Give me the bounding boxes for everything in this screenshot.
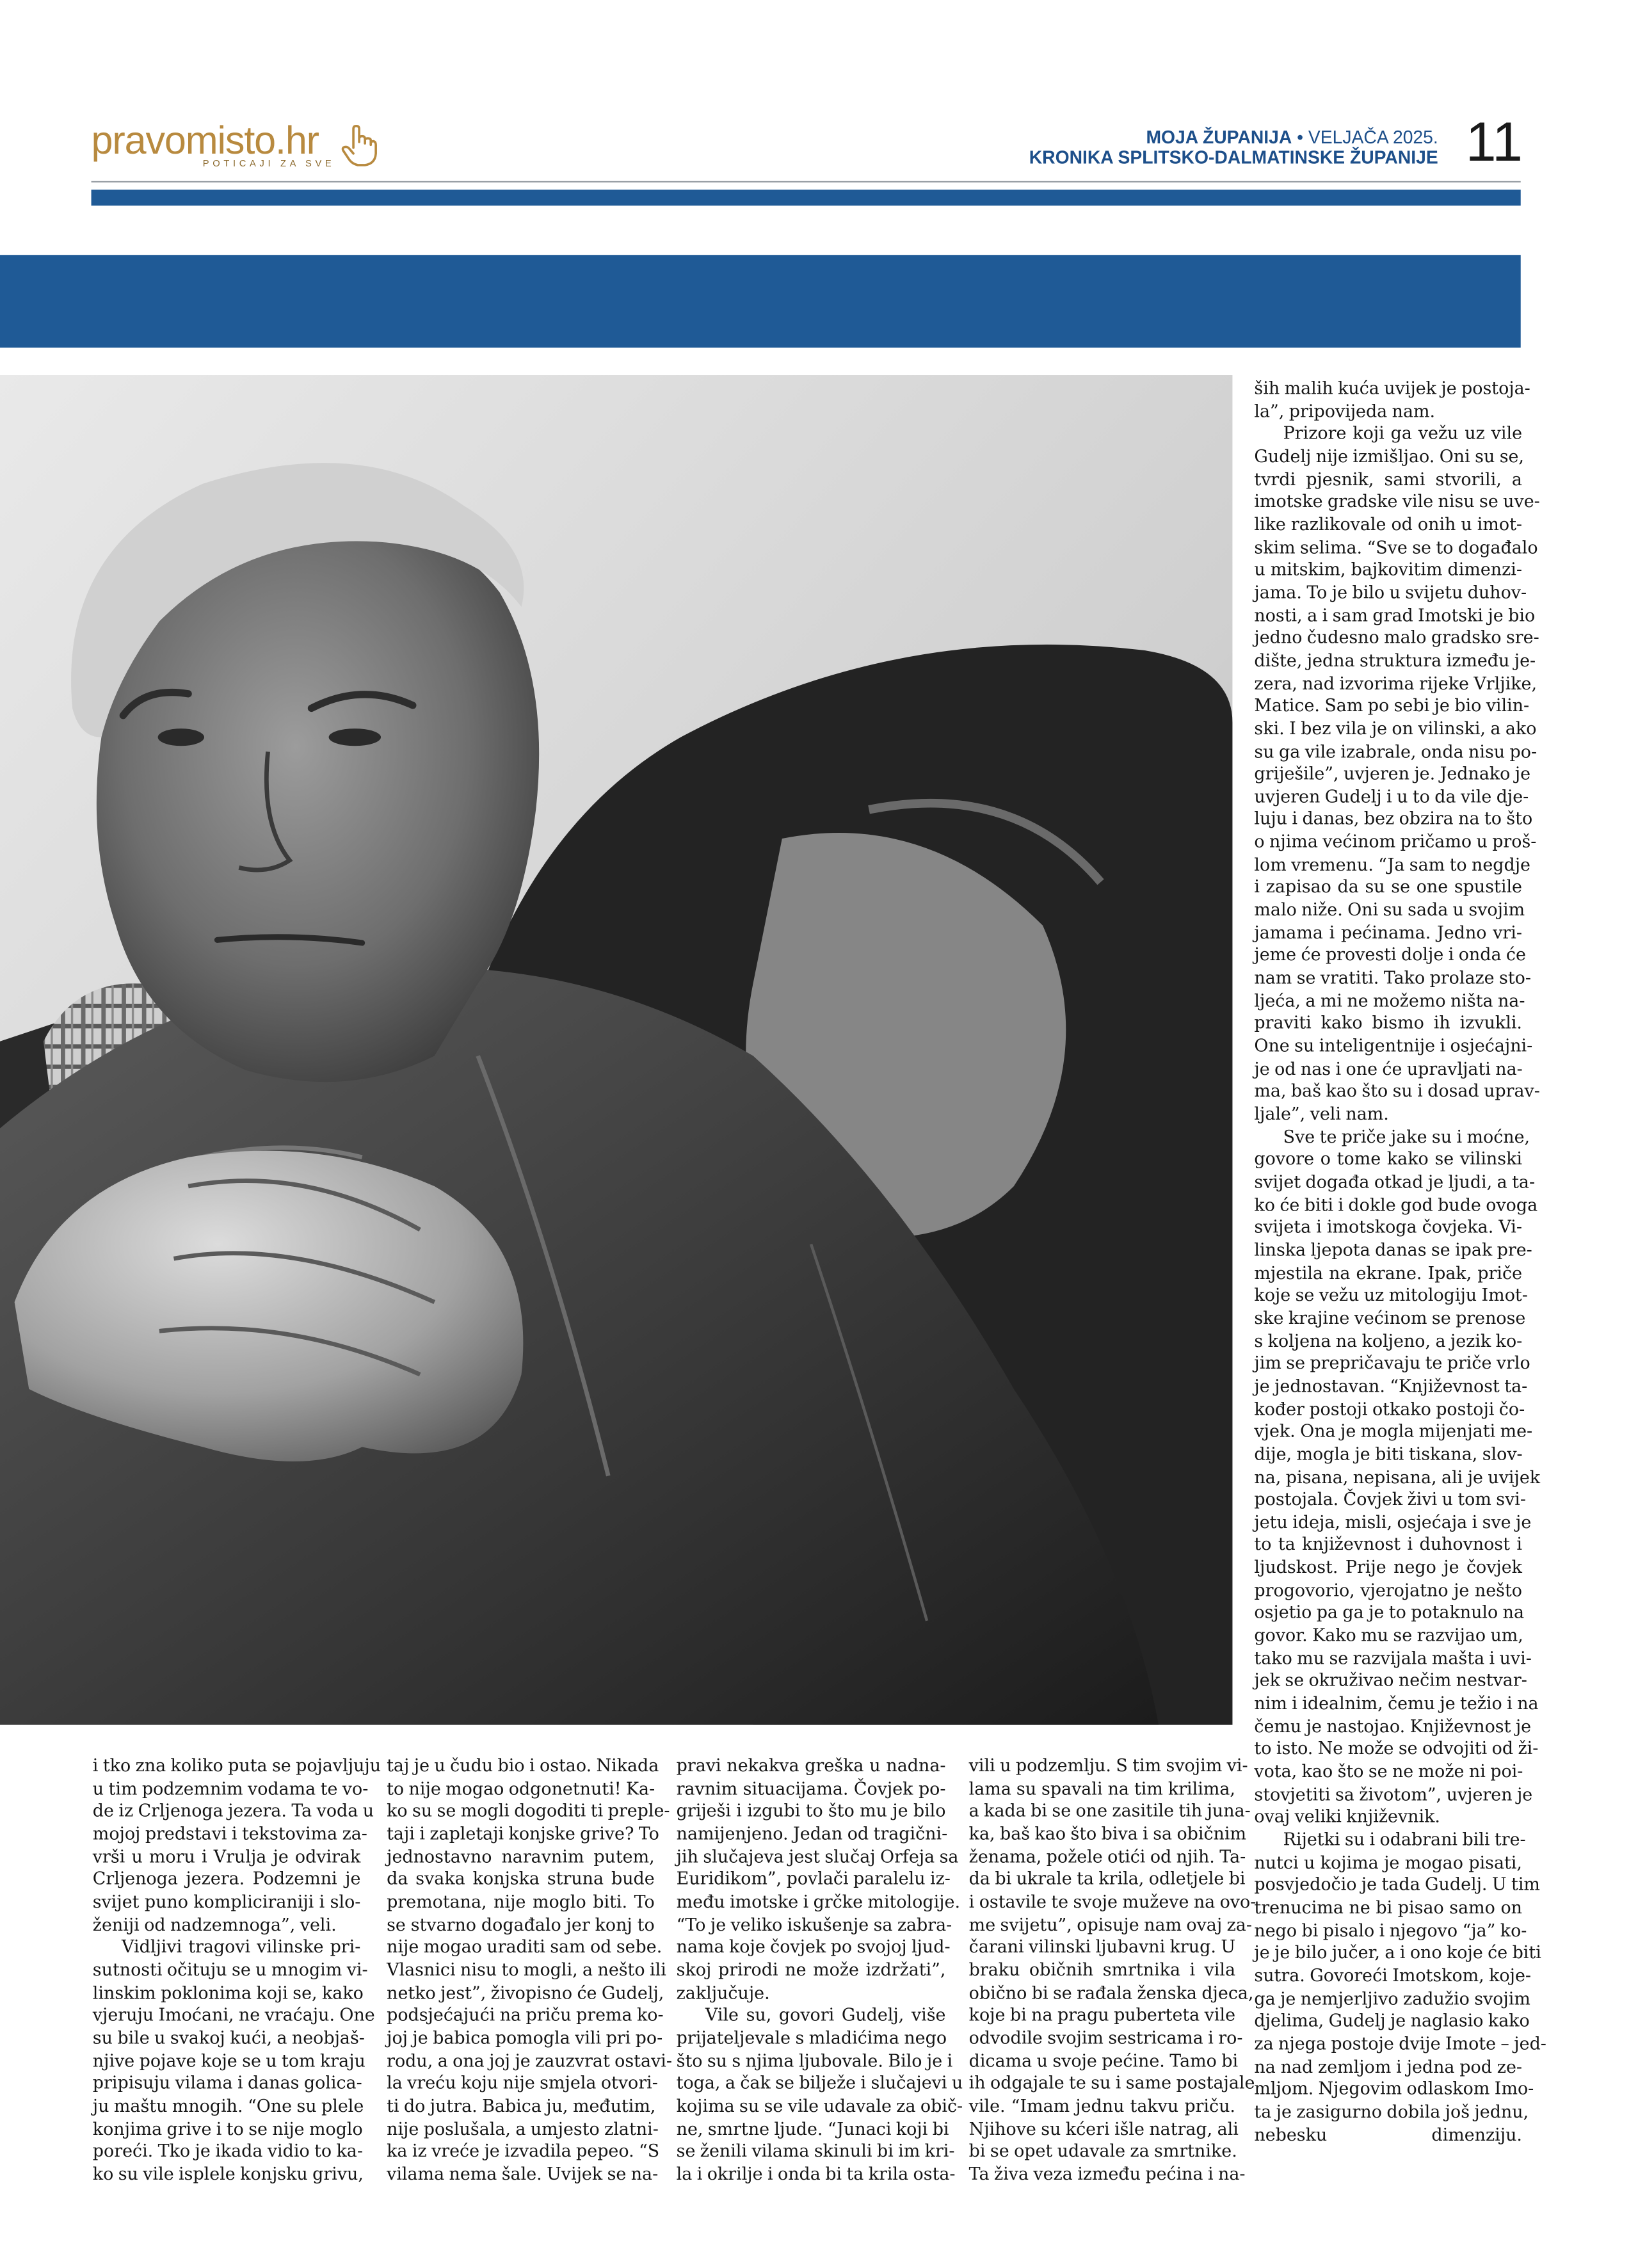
article-line: dište, jedna struktura između je- bbox=[1254, 650, 1536, 671]
article-line: jih slučajeva jest slučaj Orfeja sa bbox=[676, 1846, 959, 1867]
article-line: kojima su se vile udavale za obič- bbox=[676, 2095, 963, 2116]
article-line: je jednostavan. “Književnost ta- bbox=[1254, 1376, 1528, 1396]
article-line: mojoj predstavi i tekstovima za- bbox=[92, 1823, 367, 1844]
page-number: 11 bbox=[1465, 113, 1523, 174]
article-line: mljom. Njegovim odlaskom Imo- bbox=[1254, 2079, 1534, 2100]
article-line: tako mu se razvijala mašta i uvi- bbox=[1254, 1648, 1532, 1668]
article-line: njive pojave koje se u tom kraju bbox=[92, 2050, 365, 2071]
article-line: jednostavno naravnim putem, bbox=[387, 1846, 655, 1867]
site-logo[interactable]: pravomisto.hr bbox=[91, 118, 319, 163]
article-line: linskim poklonima koji se, kako bbox=[92, 1982, 364, 2003]
article-line: poreći. Tko je ikada vidio to ka- bbox=[92, 2141, 363, 2162]
article-line: zera, nad izvorima rijeke Vrljike, bbox=[1254, 673, 1538, 693]
article-line: ženama, poželе otići od njih. Ta- bbox=[968, 1846, 1246, 1867]
article-line: i ostavile te svoje muževe na ovo- bbox=[968, 1891, 1257, 1912]
article-line: tvrdi pjesnik, sami stvorili, a bbox=[1254, 469, 1522, 489]
article-line: progovorio, vjerojatno je nešto bbox=[1254, 1580, 1522, 1600]
article-column-5 bbox=[1254, 378, 1546, 2147]
article-line: luju i danas, bez obzira na to što bbox=[1254, 808, 1533, 830]
article-line: Prizore koji ga vežu uz vile bbox=[1283, 423, 1522, 444]
article-line: s koljena na koljeno, a jezik ko- bbox=[1254, 1330, 1523, 1351]
article-line: nije mogao uraditi sam od sebe. bbox=[387, 1936, 662, 1958]
article-column-2 bbox=[387, 1755, 672, 2186]
article-line: među imotske i grčke mitologije. bbox=[676, 1891, 961, 1912]
article-line: taji i zapletaji konjske grive? To bbox=[387, 1823, 659, 1844]
article-line: la”, pripovijeda nam. bbox=[1254, 400, 1436, 421]
article-line: ih odgajale te su i same postajale bbox=[968, 2073, 1255, 2093]
article-line: vili u podzemlju. S tim svojim vi- bbox=[968, 1755, 1248, 1776]
article-line: “To je veliko iskušenje sa zabra- bbox=[676, 1914, 952, 1934]
issue-info bbox=[1029, 127, 1438, 168]
article-line: osjetio pa ga je to potaknulo na bbox=[1254, 1602, 1525, 1623]
section-label: MOJA ŽUPANIJA bbox=[1146, 127, 1292, 148]
article-line: jetu ideja, misli, osjećaja i sve je bbox=[1254, 1511, 1532, 1532]
article-line: jama. To je bilo u svijetu duhov- bbox=[1254, 582, 1527, 603]
article-line: sutnosti očituju se u mnogim vi- bbox=[92, 1959, 368, 1980]
article-line: namijenjeno. Jedan od tragični- bbox=[676, 1823, 948, 1844]
article-line: nosti, a i sam grad Imotski je bio bbox=[1254, 604, 1536, 625]
article-line: i tko zna koliko puta se pojavljuju bbox=[92, 1755, 381, 1776]
article-line: Matice. Sam po sebi je bio vilin- bbox=[1254, 695, 1530, 716]
article-line: nama koje čovjek po svojoj ljud- bbox=[676, 1936, 951, 1958]
article-line: ga je nemjerljivo zadužio svojim bbox=[1254, 1988, 1530, 2009]
article-line: da svaka konjska struna bude bbox=[387, 1869, 655, 1890]
article-line: joj je babica pomogla vili pri po- bbox=[387, 2027, 663, 2048]
article-line: rodu, a ona joj je zauzvrat ostavi- bbox=[387, 2050, 672, 2071]
article-line: o njima većinom pričamo u proš- bbox=[1254, 832, 1537, 852]
article-line: ko su vile isplele konjsku grivu, bbox=[92, 2163, 364, 2184]
article-line: vile. “Imam jednu takvu priču. bbox=[968, 2095, 1235, 2116]
article-line: bi se opet udavale za smrtnike. bbox=[968, 2141, 1237, 2162]
header-blue-bar bbox=[92, 189, 1521, 205]
article-line: je je bilo jučer, a i ono koje će biti bbox=[1254, 1942, 1541, 1963]
article-column-1 bbox=[92, 1755, 381, 2186]
article-line: to nije mogao odgonetnuti! Ka- bbox=[387, 1778, 655, 1799]
article-line: ti do jutra. Babica ju, međutim, bbox=[387, 2095, 656, 2116]
article-line: ma, baš kao što su i dosad uprav- bbox=[1254, 1081, 1540, 1102]
article-line: ših malih kuća uvijek je postoja- bbox=[1254, 378, 1530, 399]
article-line: su bile u svakoj kući, a neobjaš- bbox=[92, 2027, 365, 2048]
article-line: ovaj veliki književnik. bbox=[1254, 1806, 1440, 1827]
article-line: braku običnih smrtnika i vila bbox=[968, 1959, 1235, 1980]
article-line: Gudelj nije izmišljao. Oni su se, bbox=[1254, 446, 1524, 467]
article-line: stovjetiti sa životom”, uvjeren je bbox=[1254, 1783, 1533, 1805]
section-subtitle: KRONIKA SPLITSKO-DALMATINSKE ŽUPANIJE bbox=[1029, 147, 1438, 168]
article-line: jeme će provesti dolje i onda će bbox=[1254, 945, 1526, 965]
article-line: Ta živa veza između pećina i na- bbox=[968, 2163, 1246, 2184]
article-line: ka, baš kao što biva i sa običnim bbox=[968, 1823, 1247, 1844]
article-line: ski. I bez vila je on vilinski, a ako bbox=[1254, 718, 1537, 739]
article-line: uvjeren Gudelj i u to da vile dje- bbox=[1254, 786, 1529, 807]
article-column-4 bbox=[968, 1755, 1257, 2186]
article-line: pravi nekakva greška u nadna- bbox=[676, 1755, 946, 1776]
article-line: u tim podzemnim vodama te vo- bbox=[92, 1778, 369, 1799]
article-line: na nad zemljom i jedna pod ze- bbox=[1254, 2055, 1522, 2077]
article-line: lom vremenu. “Ja sam to negdje bbox=[1254, 854, 1531, 875]
article-line: dije, mogla je biti tiskana, slov- bbox=[1254, 1444, 1523, 1465]
article-line: Vlasnici nisu to mogli, a nešto ili bbox=[387, 1959, 666, 1980]
article-line: da bi ukrale ta krila, odletjele bi bbox=[968, 1869, 1246, 1890]
article-line: obično bi se rađala ženska djeca, bbox=[968, 1982, 1254, 2003]
article-line: svijeta i imotskoga čovjeka. Vi- bbox=[1254, 1217, 1522, 1237]
article-line: jamama i pećinama. Jedno vri- bbox=[1254, 922, 1522, 943]
article-line: Sve te priče jake su i moćne, bbox=[1283, 1126, 1530, 1147]
article-line: jek se okruživao nečim nestvar- bbox=[1254, 1670, 1527, 1691]
article-line: Njihove su kćeri išle natrag, ali bbox=[968, 2118, 1239, 2139]
article-line: u mitskim, bajkovitim dimenzi- bbox=[1254, 559, 1522, 580]
header-rule bbox=[92, 181, 1521, 182]
article-line: toga, a čak se bilježe i slučajevi u bbox=[676, 2073, 963, 2093]
article-line: odvodile svojim sestricama i ro- bbox=[968, 2027, 1243, 2048]
article-line: imotske gradske vile nisu se uve- bbox=[1254, 491, 1540, 512]
article-line: lama su spavali na tim krilima, bbox=[968, 1778, 1235, 1799]
article-line: prijateljevale s mladićima nego bbox=[676, 2027, 947, 2048]
article-line: linska ljepota danas se ipak pre- bbox=[1254, 1239, 1532, 1260]
article-line: Euridikom”, povlači paralelu iz- bbox=[676, 1869, 951, 1890]
article-line: Rijetki su i odabrani bili tre- bbox=[1283, 1829, 1526, 1850]
article-line: ne, smrtne ljude. “Junaci koji bi bbox=[676, 2118, 949, 2139]
article-line: to ta književnost i duhovnost i bbox=[1254, 1534, 1522, 1555]
article-line: taj je u čudu bio i ostao. Nikada bbox=[387, 1755, 659, 1776]
article-line: praviti kako bismo ih izvukli. bbox=[1254, 1013, 1522, 1034]
article-line: sutra. Govoreći Imotskom, koje- bbox=[1254, 1965, 1531, 1986]
article-line: ženiji od nadzemnoga”, veli. bbox=[92, 1914, 337, 1934]
article-line: to isto. Ne može se odvojiti od ži- bbox=[1254, 1738, 1539, 1759]
article-line: govore o tome kako se vilinski bbox=[1254, 1148, 1522, 1170]
article-line: nego bi pisalo i njegovo “ja” ko- bbox=[1254, 1920, 1527, 1941]
issue-date: • VELJAČA 2025. bbox=[1292, 127, 1438, 148]
article-line: ljale”, veli nam. bbox=[1254, 1104, 1389, 1124]
article-line: vjek. Ona je mogla mijenjati me- bbox=[1254, 1421, 1533, 1442]
article-line: mjestila na ekrane. Ipak, priče bbox=[1254, 1262, 1522, 1283]
article-line: skim selima. “Sve se to događalo bbox=[1254, 536, 1538, 558]
article-line: dicama u svoje pećine. Tamo bi bbox=[968, 2050, 1239, 2071]
article-line: se stvarno događalo jer konj to bbox=[387, 1914, 655, 1934]
article-line: što su s njima ljubovale. Bilo je i bbox=[676, 2050, 953, 2071]
article-line: nije poslušala, a umjesto zlatni- bbox=[387, 2118, 659, 2139]
article-line: a kada bi se one zasitile tih juna- bbox=[968, 1801, 1251, 1821]
article-line: ko su se mogli dogoditi ti preple- bbox=[387, 1801, 670, 1821]
article-line: ju maštu mnogih. “One su plele bbox=[92, 2095, 364, 2116]
article-line: la i okrilje i onda bi ta krila osta- bbox=[676, 2163, 956, 2184]
article-line: griješi i izgubi to što mu je bilo bbox=[676, 1801, 946, 1821]
article-line: Vile su, govori Gudelj, više bbox=[705, 2004, 946, 2025]
article-line: de iz Crljenoga jezera. Ta voda u bbox=[92, 1801, 374, 1821]
article-line: trenucima ne bi pisao samo on bbox=[1254, 1897, 1522, 1918]
article-line: se ženili vilama skinuli bi im kri- bbox=[676, 2141, 955, 2162]
article-line: jedno čudesno malo gradsko sre- bbox=[1254, 627, 1539, 648]
article-line: vilama nema šale. Uvijek se na- bbox=[387, 2163, 659, 2184]
article-line: ka iz vreće je izvadila pepeo. “S bbox=[387, 2141, 660, 2162]
article-line: ljudskost. Prije nego je čovjek bbox=[1254, 1557, 1522, 1578]
article-line: la vreću koju nije smjela otvori- bbox=[387, 2073, 658, 2093]
article-line: vota, kao što se ne može ni poi- bbox=[1254, 1761, 1523, 1782]
article-line: griješile”, uvjeren je. Jednako je bbox=[1254, 763, 1531, 784]
article-line: koje se vežu uz mitologiju Imot- bbox=[1254, 1285, 1528, 1306]
article-column-3 bbox=[676, 1755, 963, 2186]
article-line: govor. Kako mu se razvijao um, bbox=[1254, 1625, 1523, 1646]
article-line: koje bi na pragu puberteta vile bbox=[968, 2004, 1235, 2025]
article-line: svijet puno kompliciraniji i slo- bbox=[92, 1891, 361, 1912]
title-band bbox=[0, 255, 1521, 348]
article-line: zaključuje. bbox=[676, 1982, 770, 2003]
article-line: postojala. Čovjek živi u tom svi- bbox=[1254, 1489, 1527, 1509]
article-line: posvjedočio je tada Gudelj. U tim bbox=[1254, 1874, 1540, 1895]
article-line: podsjećajući na priču prema ko- bbox=[387, 2004, 664, 2025]
article-line: ljeća, a mi ne možemo ništa na- bbox=[1254, 990, 1525, 1011]
article-line: vjeruju Imoćani, ne vraćaju. One bbox=[92, 2004, 375, 2025]
logo-tagline: POTICAJI ZA SVE bbox=[202, 159, 335, 170]
article-line: nebesku dimenziju. bbox=[1254, 2124, 1522, 2144]
article-line: je od nas i one će upravljati na- bbox=[1254, 1058, 1523, 1079]
article-line: i zapisao da su se one spustile bbox=[1254, 876, 1522, 897]
portrait-photo bbox=[0, 375, 1232, 1725]
article-line: za njega postoje dvije Imote – jed- bbox=[1254, 2033, 1546, 2054]
pointing-hand-icon bbox=[341, 125, 378, 168]
article-line: nutci u kojima je mogao pisati, bbox=[1254, 1852, 1522, 1872]
article-line: like razlikovale od onih u imot- bbox=[1254, 514, 1522, 535]
article-line: čarani vilinski ljubavni krug. U bbox=[968, 1936, 1235, 1958]
article-line: su ga vile izabrale, onda nisu po- bbox=[1254, 741, 1538, 761]
article-line: vrši u moru i Vrulja je odvirak bbox=[92, 1846, 361, 1867]
article-line: djelima, Gudelj je naglasio kako bbox=[1254, 2011, 1530, 2031]
article-line: ravnim situacijama. Čovjek po- bbox=[676, 1778, 946, 1799]
article-line: ta je zasigurno dobila još jednu, bbox=[1254, 2101, 1529, 2122]
article-line: svijet događa otkad je ljudi, a ta- bbox=[1254, 1171, 1536, 1193]
article-line: pripisuju vilama i danas golica- bbox=[92, 2073, 362, 2093]
article-line: skoj prirodi ne može izdržati”, bbox=[676, 1959, 946, 1980]
article-line: One su inteligentnije i osjećajni- bbox=[1254, 1035, 1533, 1056]
article-line: konjima grive i to se nije moglo bbox=[92, 2118, 363, 2139]
article-line: malo niže. Oni su sada u svojim bbox=[1254, 899, 1525, 920]
article-line: nim i idealnim, čemu je težio i na bbox=[1254, 1693, 1539, 1714]
article-line: nam se vratiti. Tako prolaze sto- bbox=[1254, 967, 1531, 988]
article-line: premotana, nije moglo biti. To bbox=[387, 1891, 655, 1912]
article-line: čemu je nastojao. Književnost je bbox=[1254, 1716, 1532, 1737]
article-line: na, pisana, nepisana, ali je uvijek bbox=[1254, 1466, 1541, 1487]
article-line: me svijetu”, opisuje nam ovaj za- bbox=[968, 1914, 1252, 1934]
article-line: Vidljivi tragovi vilinske pri- bbox=[122, 1936, 361, 1958]
article-line: ske krajine većinom se prenose bbox=[1254, 1307, 1526, 1328]
article-line: Crljenoga jezera. Podzemni je bbox=[92, 1869, 361, 1890]
article-line: ko će biti i dokle god bude ovoga bbox=[1254, 1194, 1538, 1215]
article-line: jim se prepričavaju te priče vrlo bbox=[1254, 1353, 1530, 1374]
article-line: netko jest”, živopisno će Gudelj, bbox=[387, 1982, 664, 2003]
article-line: kođer postoji otkako postoji čo- bbox=[1254, 1398, 1525, 1419]
